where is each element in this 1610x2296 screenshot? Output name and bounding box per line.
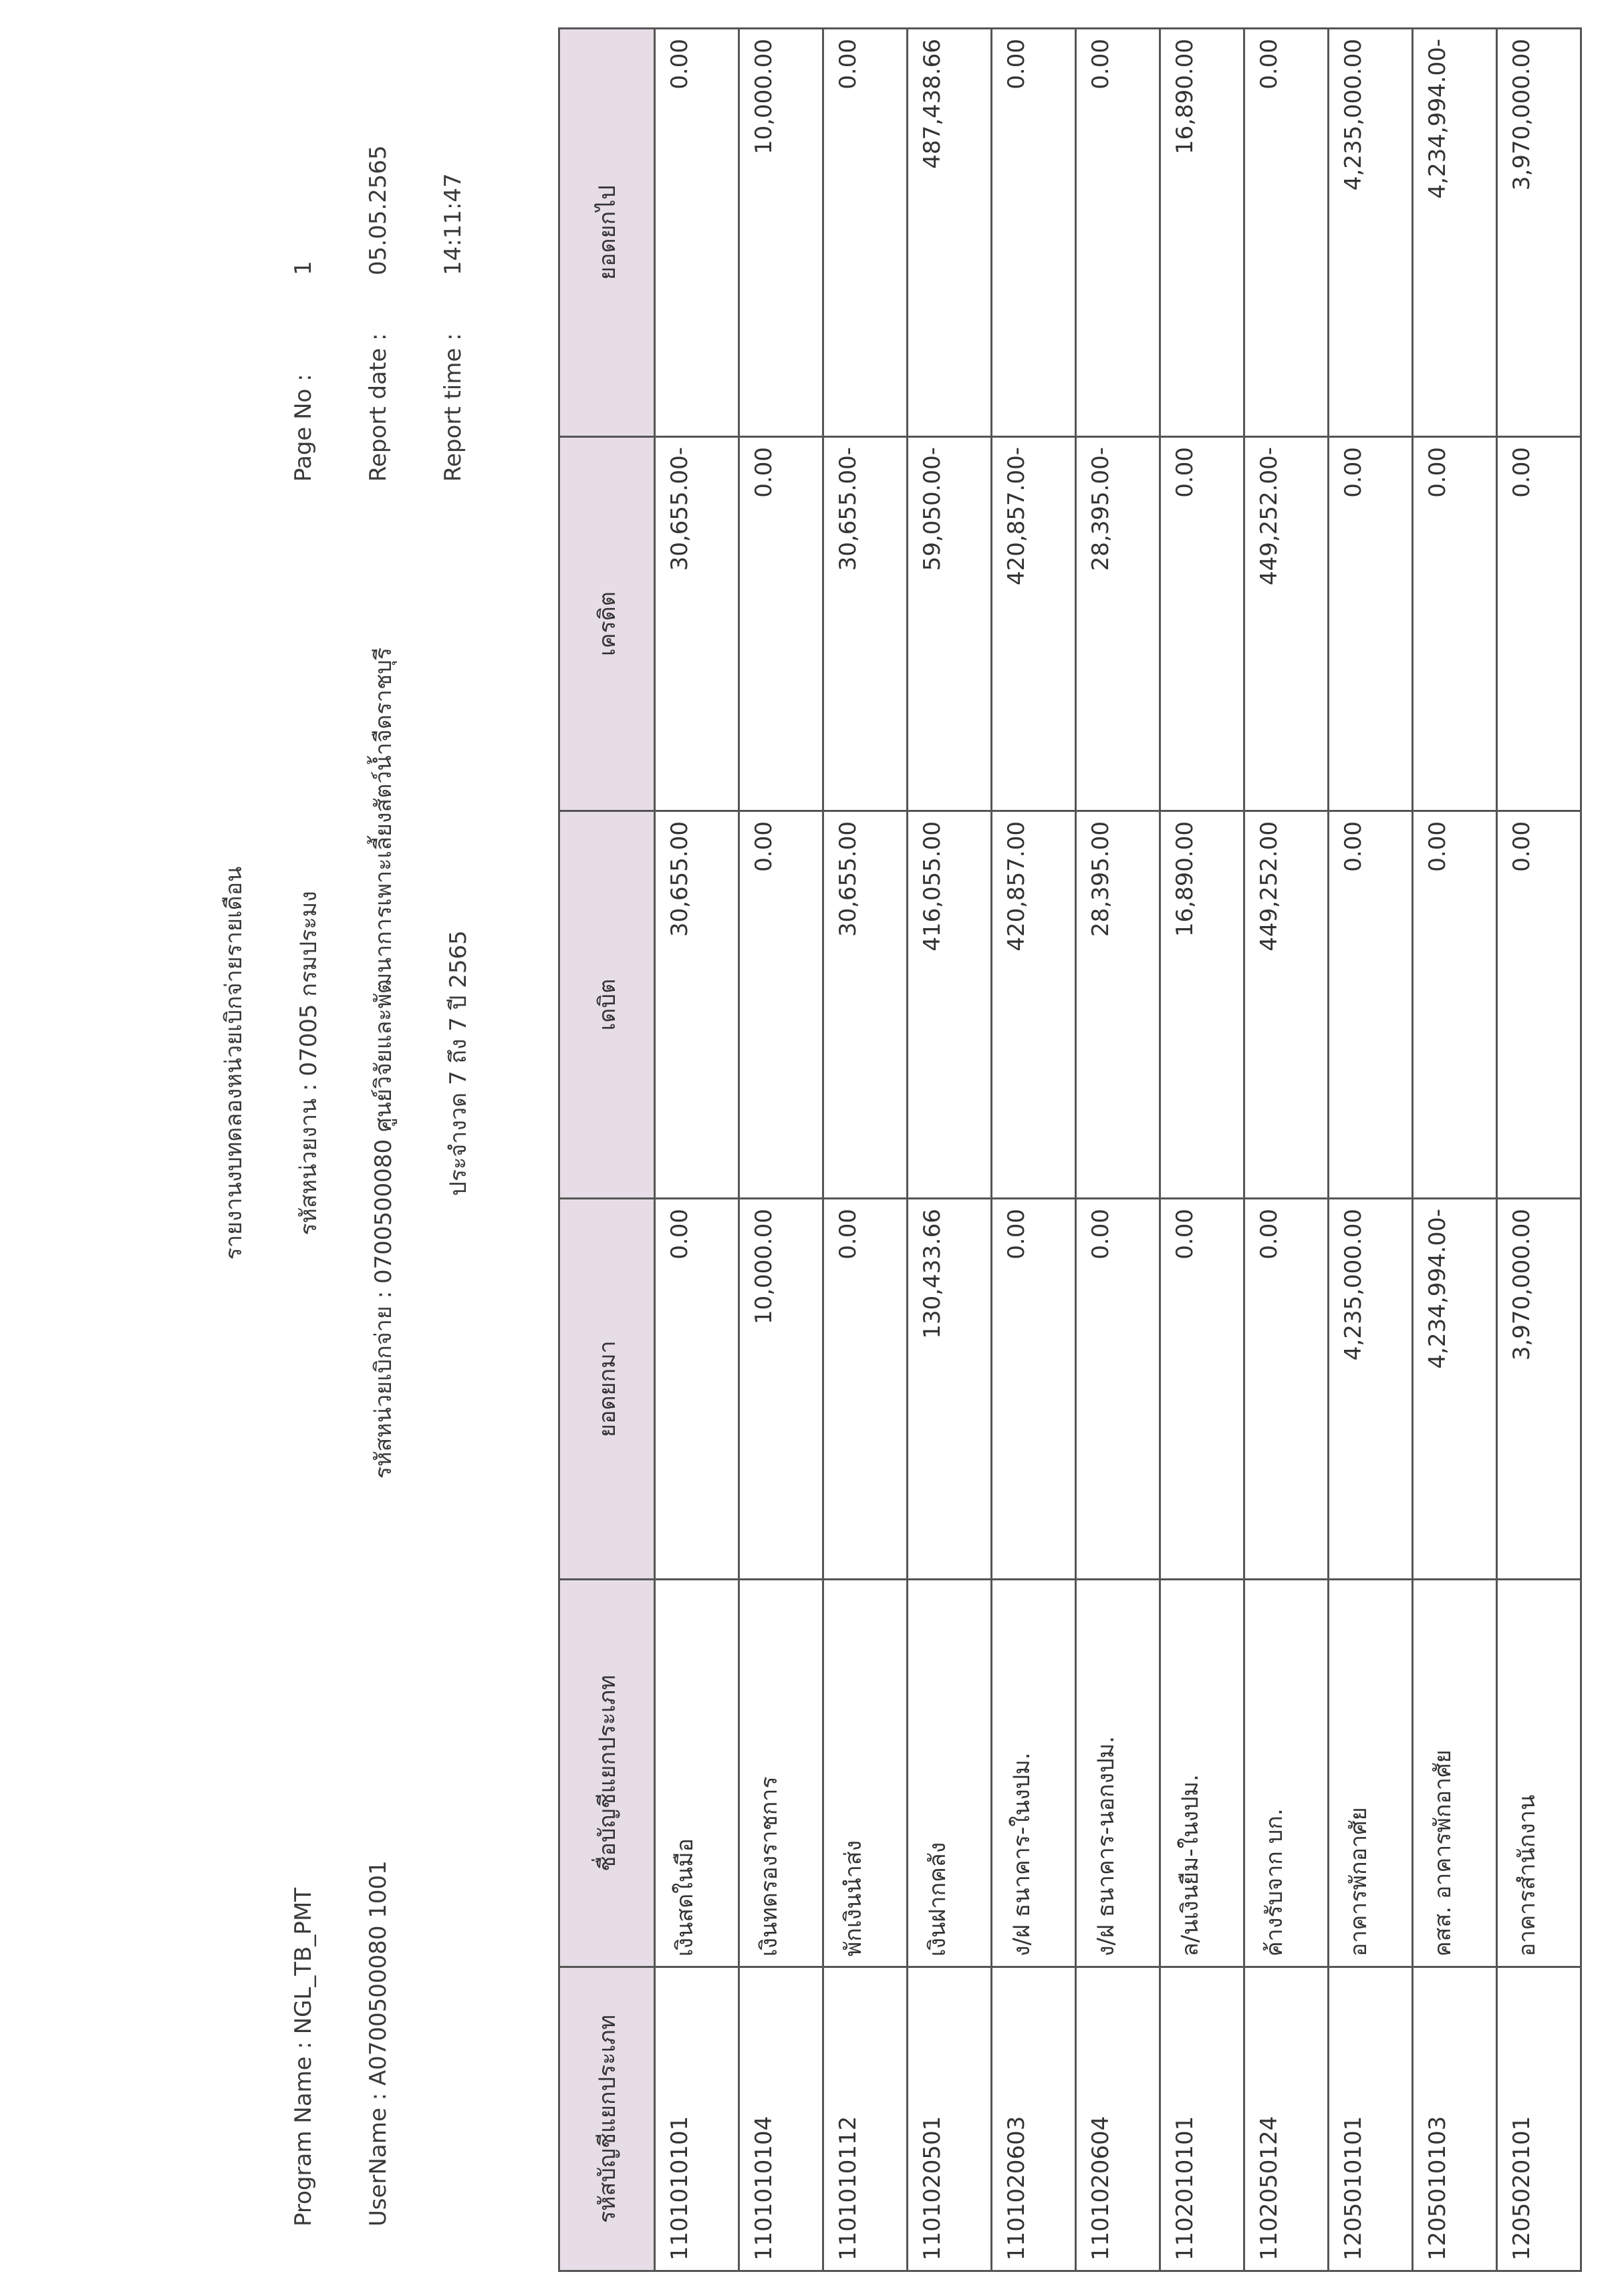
cell-account-name: อาคารพักอาศัย	[1329, 1580, 1413, 1967]
cell-carried-forward: 0.00	[992, 29, 1076, 437]
cell-carried-forward: 0.00	[1076, 29, 1160, 437]
cell-account-name: ค้างรับจาก บก.	[1244, 1580, 1329, 1967]
trial-balance-table	[558, 27, 1582, 2272]
cell-debit: 0.00	[1413, 811, 1497, 1199]
cell-account-code: 1205010101	[1329, 1967, 1413, 2271]
agency-code: รหัสหน่วยงาน : 07005 กรมประมง	[295, 891, 322, 1236]
cell-account-name: ง/ฝ ธนาคาร-นอกงปม.	[1076, 1580, 1160, 1967]
cell-debit: 0.00	[739, 811, 823, 1199]
cell-debit: 416,055.00	[908, 811, 992, 1199]
col-header-brought-forward: ยอดยกมา	[559, 1199, 655, 1580]
cell-brought-forward: 4,235,000.00	[1329, 1199, 1413, 1580]
col-header-account-code: รหัสบัญชีแยกประเภท	[559, 1967, 655, 2271]
cell-brought-forward: 0.00	[1076, 1199, 1160, 1580]
cell-carried-forward: 4,234,994.00-	[1413, 29, 1497, 437]
cell-account-code: 1101010104	[739, 1967, 823, 2271]
cell-carried-forward: 10,000.00	[739, 29, 823, 437]
table-row	[992, 29, 1076, 2271]
cell-account-code: 1205020101	[1497, 1967, 1581, 2271]
cell-debit: 0.00	[1497, 811, 1581, 1199]
cell-debit: 0.00	[1329, 811, 1413, 1199]
cell-account-code: 1101010101	[655, 1967, 739, 2271]
col-header-account-name: ชื่อบัญชีแยกประเภท	[559, 1580, 655, 1967]
table-header-row	[559, 29, 655, 2271]
cell-account-name: คสส. อาคารพักอาศัย	[1413, 1580, 1497, 1967]
cell-carried-forward: 0.00	[1244, 29, 1329, 437]
cell-carried-forward: 4,235,000.00	[1329, 29, 1413, 437]
disbursement-unit: รหัสหน่วยเบิกจ่าย : 0700500080 ศูนย์วิจัยและพัฒนาการเพาะเลี้ยงสัตว์น้ำจืดราชบุรี	[370, 647, 397, 1479]
cell-credit: 420,857.00-	[992, 437, 1076, 811]
cell-account-name: เงินสดในมือ	[655, 1580, 739, 1967]
cell-carried-forward: 0.00	[655, 29, 739, 437]
cell-debit: 30,655.00	[823, 811, 908, 1199]
cell-account-name: เงินฝากคลัง	[908, 1580, 992, 1967]
col-header-credit: เครดิต	[559, 437, 655, 811]
cell-brought-forward: 0.00	[1244, 1199, 1329, 1580]
table-row	[1160, 29, 1244, 2271]
cell-account-name: อาคารสำนักงาน	[1497, 1580, 1581, 1967]
cell-account-code: 1101020501	[908, 1967, 992, 2271]
cell-brought-forward: 130,433.66	[908, 1199, 992, 1580]
report-date-value: 05.05.2565	[365, 145, 392, 275]
cell-credit: 0.00	[1160, 437, 1244, 811]
report-time-value: 14:11:47	[440, 173, 466, 275]
cell-credit: 59,050.00-	[908, 437, 992, 811]
cell-debit: 449,252.00	[1244, 811, 1329, 1199]
cell-account-code: 1101020603	[992, 1967, 1076, 2271]
report-date-label: Report date :	[365, 333, 392, 482]
col-header-debit: เดบิต	[559, 811, 655, 1199]
cell-account-name: พักเงินนำส่ง	[823, 1580, 908, 1967]
cell-brought-forward: 0.00	[1160, 1199, 1244, 1580]
cell-account-code: 1101020604	[1076, 1967, 1160, 2271]
program-name: Program Name : NGL_TB_PMT	[290, 1887, 317, 2227]
page-no-label: Page No :	[290, 374, 317, 482]
cell-account-name: ง/ฝ ธนาคาร-ในงปม.	[992, 1580, 1076, 1967]
cell-carried-forward: 16,890.00	[1160, 29, 1244, 437]
cell-account-name: ล/นเงินยืม-ในงปม.	[1160, 1580, 1244, 1967]
table-row	[823, 29, 908, 2271]
cell-account-name: เงินทดรองราชการ	[739, 1580, 823, 1967]
page-no-value: 1	[290, 261, 317, 275]
table-row	[1329, 29, 1413, 2271]
table-row	[908, 29, 992, 2271]
report-period: ประจำงวด 7 ถึง 7 ปี 2565	[445, 930, 472, 1196]
cell-credit: 0.00	[1413, 437, 1497, 811]
cell-brought-forward: 10,000.00	[739, 1199, 823, 1580]
cell-credit: 0.00	[1497, 437, 1581, 811]
cell-account-code: 1101010112	[823, 1967, 908, 2271]
cell-account-code: 1102010101	[1160, 1967, 1244, 2271]
cell-carried-forward: 3,970,000.00	[1497, 29, 1581, 437]
cell-credit: 30,655.00-	[655, 437, 739, 811]
report-time-label: Report time :	[440, 333, 466, 482]
cell-brought-forward: 0.00	[655, 1199, 739, 1580]
table-row	[1497, 29, 1581, 2271]
cell-brought-forward: 3,970,000.00	[1497, 1199, 1581, 1580]
col-header-carried-forward: ยอดยกไป	[559, 29, 655, 437]
report-title: รายงานงบทดลองหน่วยเบิกจ่ายรายเดือน	[221, 866, 247, 1260]
cell-debit: 420,857.00	[992, 811, 1076, 1199]
cell-credit: 449,252.00-	[1244, 437, 1329, 811]
cell-account-code: 1205010103	[1413, 1967, 1497, 2271]
user-name: UserName : A0700500080 1001	[365, 1860, 392, 2227]
cell-brought-forward: 0.00	[823, 1199, 908, 1580]
cell-credit: 0.00	[739, 437, 823, 811]
cell-carried-forward: 0.00	[823, 29, 908, 437]
table-row	[1413, 29, 1497, 2271]
cell-debit: 28,395.00	[1076, 811, 1160, 1199]
table-row	[655, 29, 739, 2271]
cell-brought-forward: 0.00	[992, 1199, 1076, 1580]
cell-brought-forward: 4,234,994.00-	[1413, 1199, 1497, 1580]
cell-carried-forward: 487,438.66	[908, 29, 992, 437]
cell-credit: 30,655.00-	[823, 437, 908, 811]
table-row	[739, 29, 823, 2271]
cell-debit: 16,890.00	[1160, 811, 1244, 1199]
table-row	[1244, 29, 1329, 2271]
table-row	[1076, 29, 1160, 2271]
cell-credit: 0.00	[1329, 437, 1413, 811]
cell-account-code: 1102050124	[1244, 1967, 1329, 2271]
cell-credit: 28,395.00-	[1076, 437, 1160, 811]
cell-debit: 30,655.00	[655, 811, 739, 1199]
